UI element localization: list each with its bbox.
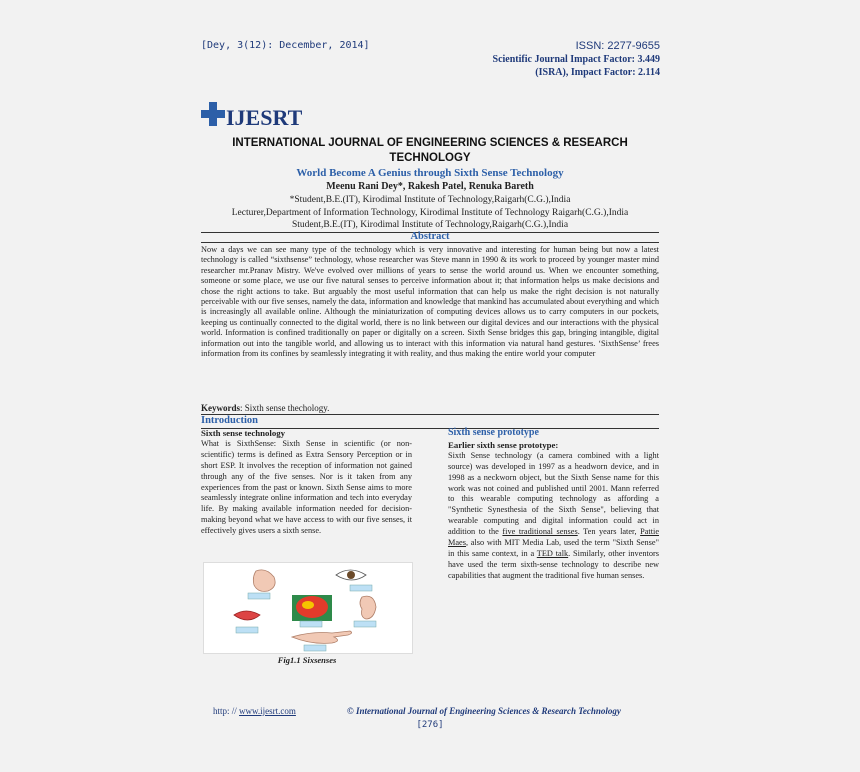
abstract-heading: Abstract — [201, 231, 659, 243]
logo-text: IJESRT — [226, 105, 303, 130]
journal-metrics — [493, 40, 660, 79]
hand-icon — [292, 631, 352, 651]
paper-title: World Become A Genius through Sixth Sense Technology — [296, 167, 564, 179]
prototype-text-3: , also with MIT Media Lab, used the term "Sixth Sense" in this same context, in a — [448, 538, 659, 558]
prototype-text-1: Sixth Sense technology (a camera combined with a light source) was developed in 1997 as a headworn device, and in 1998 as a neckworn object, but the Sixth Sense name for this work was not coined and published until 2001. Mann referred to this wearable computing technology as affording a "Synthetic Synesthesia of the Sixth Sense", believing that wearable computing and digital information could act in addition to the — [448, 450, 659, 537]
sixth-sense-subheading: Sixth sense technology — [201, 428, 286, 438]
page-number: [276] — [416, 720, 444, 730]
eye-icon — [336, 570, 372, 591]
keywords — [201, 403, 329, 413]
five-senses-link[interactable]: five traditional senses — [502, 527, 578, 537]
prototype-text-2: . Ten years later, — [577, 527, 637, 537]
pattie-maes-link[interactable]: Pattie Maes — [448, 527, 660, 548]
introduction-heading: Introduction — [201, 415, 258, 426]
journal-title: INTERNATIONAL JOURNAL OF ENGINEERING SCIENCES & RESEARCH TECHNOLOGY — [232, 137, 628, 164]
prototype-text-4: . Similarly, other inventors have used the term sixth-sense technology to describe new capabilities that augment the traditional five human senses. — [448, 548, 659, 580]
figure-caption: Fig1.1 Sixsenses — [277, 655, 337, 665]
brain-icon — [292, 595, 332, 627]
issn-label: ISSN: 2277-9655 — [575, 40, 660, 52]
abstract-text: Now a days we can see many type of the technology which is very innovative and interesting for human being but now a latest technology is called “sixthsense” technology, whose researcher was Steve mann in 1990 & its work to proceed by younger master mind researcher mr.Pranav Mistry. We've evolved over millions of years to sense the world around us. When we encounter something, someone or some place, we use our five natural senses to perceive information about it; that information helps us make decisions and chose the right actions to take. But arguably the most useful information that can help us make the right decision is not naturally perceivable with our five senses, namely the data, information and knowledge that mankind has accumulated about everything and which is increasingly all available online. Although the miniaturization of computing devices allows us to carry computers in our pockets, keeping us continually connected to the digital world, there is no link between our digital devices and our interactions with the physical world. Information is confined traditionally on paper or digitally on a screen. Sixth Sense bridges this gap, bringing intangible, digital information out into the tangible world, and allowing us to interact with this information via natural hand gestures. ‘SixthSense’ frees information from its confines by seamlessly integrating it with reality, and thus making the entire world your computer — [201, 245, 659, 359]
footer-url — [213, 706, 296, 716]
journal-logo — [201, 102, 303, 130]
prototype-heading: Sixth sense prototype — [448, 427, 539, 438]
lips-icon — [234, 611, 260, 633]
ted-talk-link[interactable]: TED talk — [536, 548, 569, 558]
authors: Meenu Rani Dey*, Rakesh Patel, Renuka Bareth — [326, 181, 534, 192]
affiliation-2: Lecturer,Department of Information Technology, Kirodimal Institute of Technology Raigarh(C.G.),India — [231, 207, 629, 218]
affiliation-3: Student,B.E.(IT), Kirodimal Institute of Technology,Raigarh(C.G.),India — [291, 220, 569, 230]
plus-cross-icon — [201, 102, 225, 126]
sixsenses-figure — [203, 562, 413, 654]
prototype-paragraph — [448, 451, 659, 582]
copyright-notice: © International Journal of Engineering Sciences & Research Technology — [347, 706, 621, 716]
intro-paragraph: What is SixthSense: Sixth Sense in scientific (or non-scientific) terms is defined as Extra Sensory Perception or in short ESP. It involves the reception of information not gained through any of the five senses. Nor is it taken from any experiences from the past or known. Sixth Sense aims to more seamlessly integrate online information and tech into everyday life. By making available information needed for decision-making beyond what we have access to with our five senses, it effectively gives users a sixth sense. — [201, 438, 412, 536]
url-prefix: http: // — [213, 706, 237, 716]
prototype-subheading: Earlier sixth sense prototype: — [448, 439, 559, 450]
ear-icon — [354, 596, 376, 627]
affiliation-1: *Student,B.E.(IT), Kirodimal Institute of Technology,Raigarh(C.G.),India — [289, 195, 571, 205]
right-column — [448, 428, 659, 582]
keywords-label: Keywords — [201, 403, 240, 413]
keywords-rule — [201, 414, 659, 415]
affiliations — [190, 194, 670, 232]
impact-factor-1: Scientific Journal Impact Factor: 3.449 — [492, 54, 660, 65]
impact-factor-2: (ISRA), Impact Factor: 2.114 — [535, 67, 660, 78]
keywords-text: : Sixth sense thechology. — [240, 403, 330, 413]
senses-illustration — [204, 563, 412, 653]
left-column — [201, 428, 412, 537]
issue-label: [Dey, 3(12): December, 2014] — [201, 40, 370, 51]
nose-icon — [248, 570, 275, 599]
website-link[interactable]: www.ijesrt.com — [239, 706, 296, 716]
